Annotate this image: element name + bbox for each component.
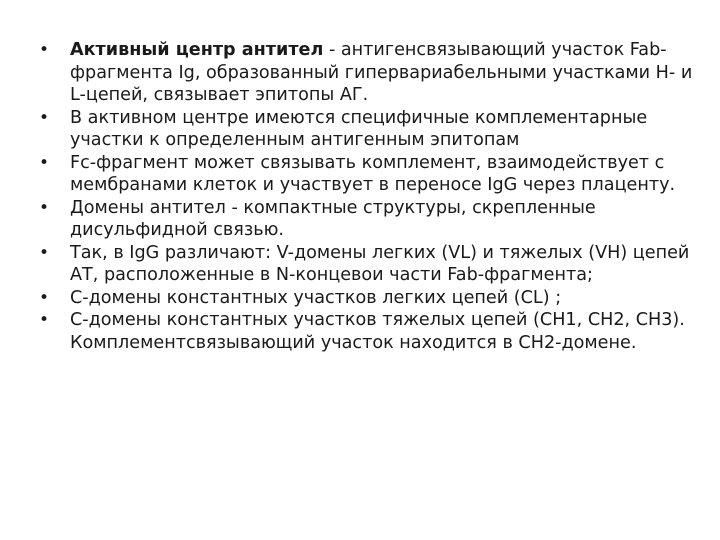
bullet-item-4 bbox=[34, 197, 694, 242]
bullet-item-1 bbox=[34, 39, 694, 107]
bullet-item-5 bbox=[34, 242, 694, 287]
bullet-item-4-text: Домены антител - компактные структуры, скрепленные дисульфидной связью. bbox=[70, 197, 596, 240]
bullet-item-2 bbox=[34, 107, 694, 152]
bullet-item-5-text: Так, в IgG различают: V-домены легких (VL) и тяжелых (VH) цепей АТ, расположенные в N-концевои части Fab-фрагмента; bbox=[70, 242, 690, 285]
bullet-dot: • bbox=[38, 310, 50, 330]
bullet-dot: • bbox=[38, 107, 50, 128]
bullet-dot: • bbox=[38, 242, 50, 263]
bullet-item-3 bbox=[34, 152, 694, 197]
bullet-dot: • bbox=[38, 40, 50, 60]
bullet-item-7-text: C-домены константных участков тяжелых цепей (CH1, CH2, CH3). Комплементсвязывающий участок находится в CH2-домене. bbox=[70, 310, 685, 353]
bullet-item-1-text: - антигенсвязывающий участок Fab-фрагмента Ig, образованный гипервариабельными участками H- и L-цепей, связывает эпитопы АГ. bbox=[70, 40, 693, 105]
bullet-item-3-text: Fc-фрагмент может связывать комплемент, взаимодействует с мембранами клеток и участвует в переносе IgG через плаценту. bbox=[70, 152, 676, 195]
bullet-item-6 bbox=[34, 287, 694, 310]
bullet-dot: • bbox=[38, 152, 50, 173]
bullet-dot: • bbox=[38, 287, 50, 308]
bullet-list bbox=[34, 39, 694, 354]
bullet-dot: • bbox=[38, 197, 50, 218]
bullet-item-7 bbox=[34, 309, 694, 354]
bullet-item-1-term: Активный центр антител bbox=[70, 40, 324, 60]
bullet-item-6-text: C-домены константных участков легких цепей (CL) ; bbox=[70, 287, 562, 308]
bullet-item-2-text: В активном центре имеются специфичные комплементарные участки к определенным антигенным эпитопам bbox=[70, 107, 648, 150]
